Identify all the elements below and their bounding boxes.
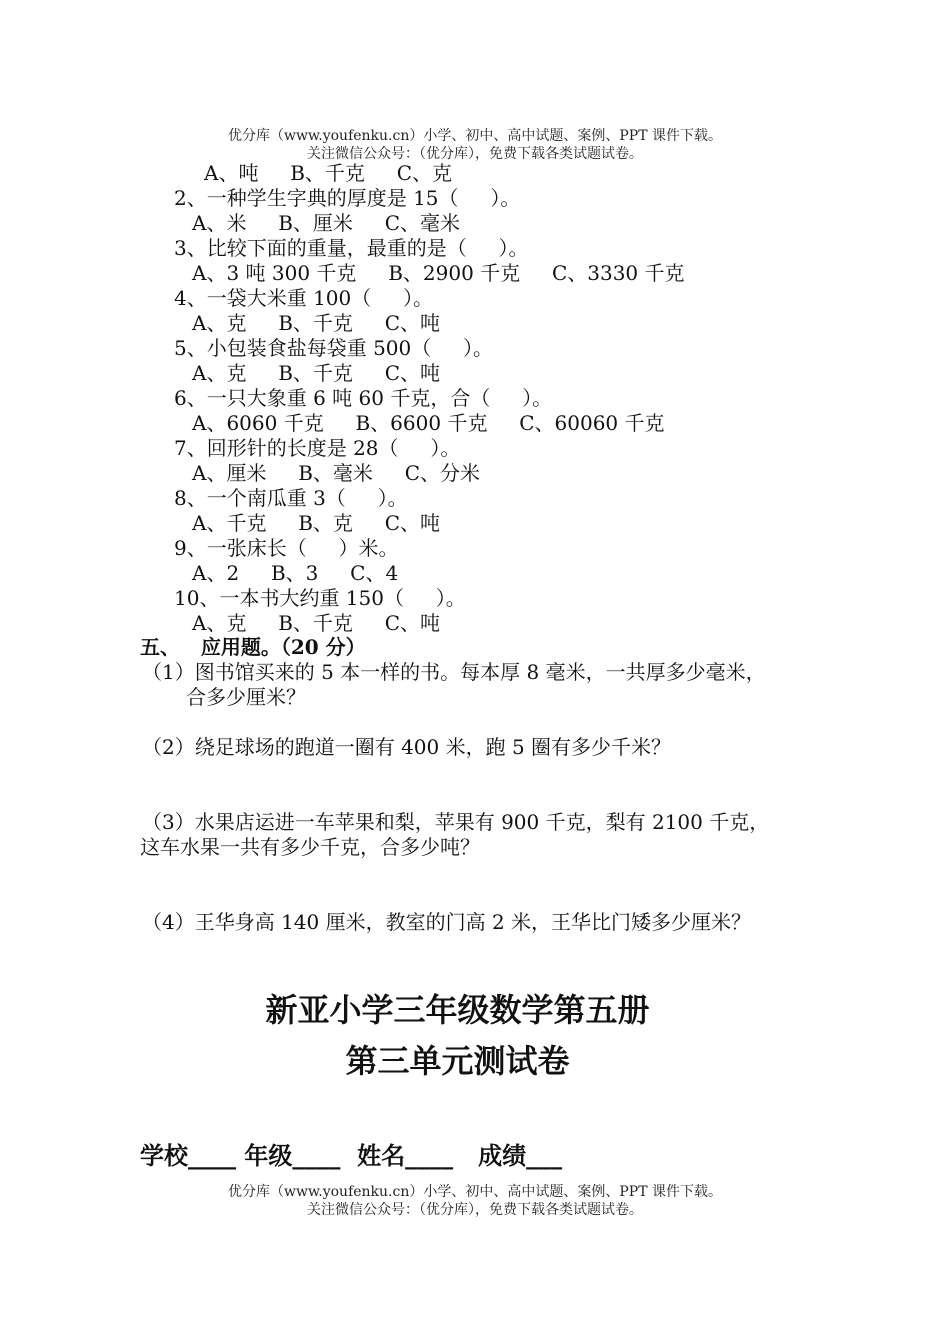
q9-options: A、2 B、3 C、4: [192, 561, 399, 585]
student-info-line: 学校____ 年级____ 姓名____ 成绩___: [140, 1142, 563, 1170]
title-line-2: 第三单元测试卷: [345, 1042, 570, 1080]
problem-3-line-2: 这车水果一共有多少千克，合多少吨？: [140, 835, 480, 859]
section-5-heading: 五、 应用题。（20 分）: [140, 635, 366, 659]
question-7: 7、回形针的长度是 28（ ）。: [174, 436, 461, 460]
q5-options: A、克 B、千克 C、吨: [192, 361, 441, 385]
problem-2: （2）绕足球场的跑道一圈有 400 米，跑 5 圈有多少千米？: [142, 735, 672, 759]
q6-options: A、6060 千克 B、6600 千克 C、60060 千克: [192, 411, 665, 435]
q3-options: A、3 吨 300 千克 B、2900 千克 C、3330 千克: [192, 261, 685, 285]
question-8: 8、一个南瓜重 3（ ）。: [174, 486, 408, 510]
header-line-1: 优分库（www.youfenku.cn）小学、初中、高中试题、案例、PPT 课件下载。: [227, 128, 722, 144]
footer-line-1: 优分库（www.youfenku.cn）小学、初中、高中试题、案例、PPT 课件下载。: [227, 1184, 722, 1200]
q2-options: A、米 B、厘米 C、毫米: [192, 211, 461, 235]
question-6: 6、一只大象重 6 吨 60 千克，合（ ）。: [174, 386, 553, 410]
q10-options: A、克 B、千克 C、吨: [192, 611, 441, 635]
problem-3-line-1: （3）水果店运进一车苹果和梨，苹果有 900 千克，梨有 2100 千克，: [142, 810, 770, 834]
question-10: 10、一本书大约重 150（ ）。: [174, 586, 466, 610]
question-3: 3、比较下面的重量，最重的是（ ）。: [174, 236, 529, 260]
header-line-2: 关注微信公众号：（优分库），免费下载各类试题试卷。: [307, 146, 643, 162]
title-line-1: 新亚小学三年级数学第五册: [265, 991, 650, 1029]
problem-1-line-1: （1）图书馆买来的 5 本一样的书。每本厚 8 毫米，一共厚多少毫米，: [142, 660, 766, 684]
question-4: 4、一袋大米重 100（ ）。: [174, 286, 434, 310]
question-9: 9、一张床长（ ）米。: [174, 536, 399, 560]
question-5: 5、小包装食盐每袋重 500（ ）。: [174, 336, 494, 360]
q8-options: A、千克 B、克 C、吨: [192, 511, 441, 535]
q4-options: A、克 B、千克 C、吨: [192, 311, 441, 335]
footer-line-2: 关注微信公众号：（优分库），免费下载各类试题试卷。: [307, 1202, 643, 1218]
q7-options: A、厘米 B、毫米 C、分米: [192, 461, 481, 485]
q1-options: A、吨 B、千克 C、克: [204, 161, 453, 185]
problem-1-line-2: 合多少厘米？: [186, 685, 306, 709]
problem-4: （4）王华身高 140 厘米，教室的门高 2 米，王华比门矮多少厘米？: [142, 910, 752, 934]
question-2: 2、一种学生字典的厚度是 15（ ）。: [174, 186, 521, 210]
